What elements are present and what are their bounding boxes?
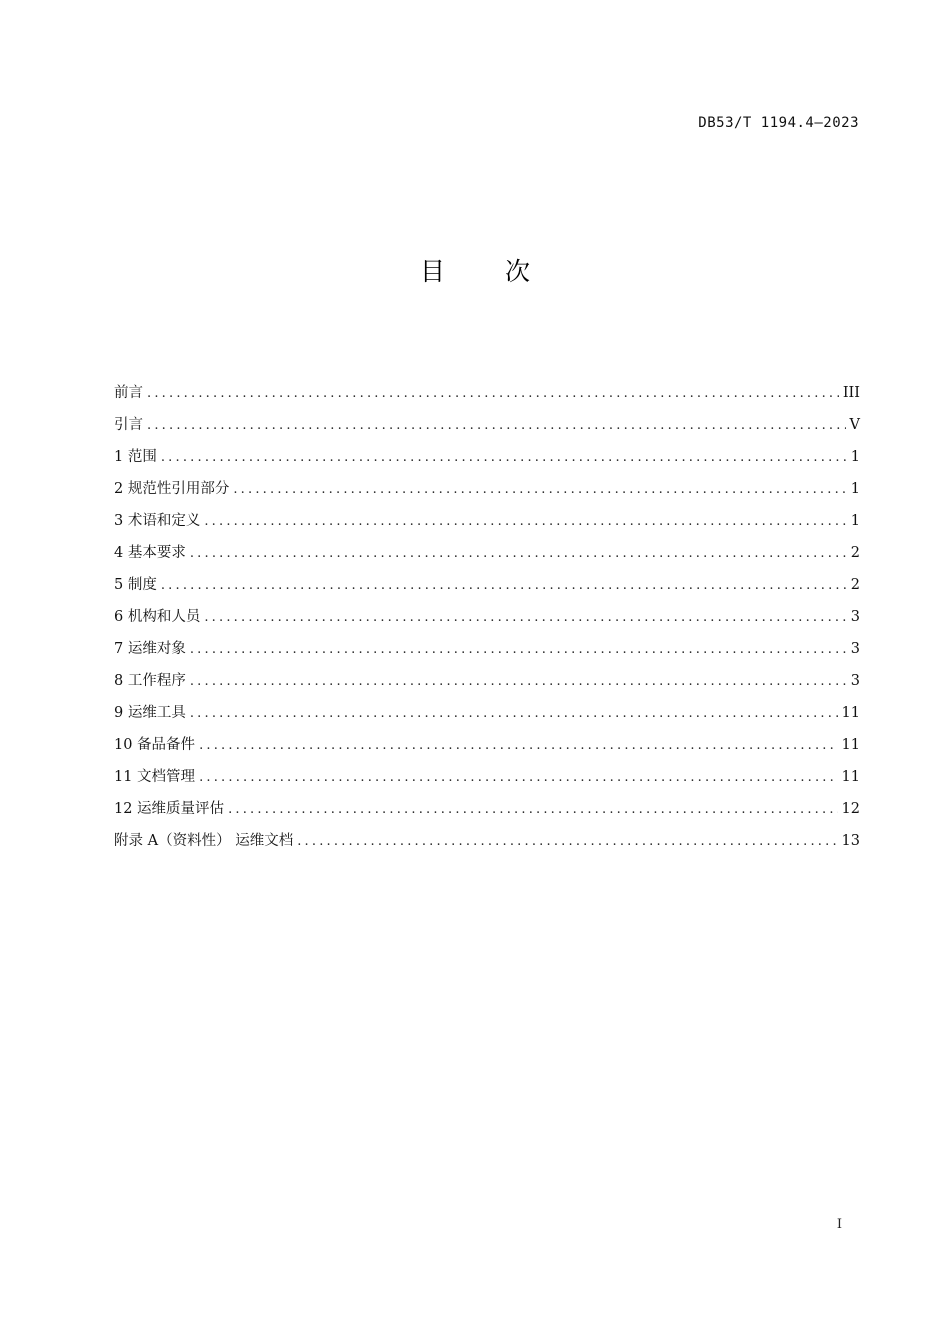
toc-item-label: 引言 — [114, 417, 143, 433]
toc-item[interactable] — [114, 825, 860, 857]
toc-item[interactable] — [114, 601, 860, 633]
toc-item-label: 前言 — [114, 385, 143, 401]
page-number: I — [836, 1217, 842, 1232]
toc-leader-dots — [228, 794, 837, 826]
toc-item-page: 12 — [841, 801, 860, 817]
toc-item[interactable] — [114, 377, 860, 409]
toc-item-page: 3 — [850, 673, 860, 689]
toc-item-label: 4 基本要求 — [114, 545, 186, 561]
toc-item-label: 11 文档管理 — [114, 769, 196, 785]
toc-item[interactable] — [114, 409, 860, 441]
toc-leader-dots — [204, 506, 846, 538]
toc-item[interactable] — [114, 697, 860, 729]
toc-item[interactable] — [114, 665, 860, 697]
toc-item-page: 11 — [841, 705, 860, 721]
toc-item-label: 附录 A（资料性） 运维文档 — [114, 833, 294, 849]
toc-item[interactable] — [114, 569, 860, 601]
toc-leader-dots — [161, 442, 847, 474]
toc-item[interactable] — [114, 761, 860, 793]
toc-item[interactable] — [114, 473, 860, 505]
toc-leader-dots — [190, 538, 847, 570]
toc-leader-dots — [297, 826, 837, 858]
toc-item[interactable] — [114, 633, 860, 665]
toc-item-page: 2 — [850, 545, 860, 561]
toc-item[interactable] — [114, 793, 860, 825]
page-title: 目 次 — [420, 257, 556, 286]
toc-leader-dots — [233, 474, 846, 506]
toc-leader-dots — [147, 378, 839, 410]
document-code: DB53/T 1194.4—2023 — [698, 115, 859, 131]
toc-item-label: 2 规范性引用部分 — [114, 481, 230, 497]
toc-item[interactable] — [114, 729, 860, 761]
toc-leader-dots — [199, 762, 837, 794]
toc-leader-dots — [161, 570, 847, 602]
toc-item[interactable] — [114, 537, 860, 569]
toc-item-page: 2 — [850, 577, 860, 593]
toc-item-label: 6 机构和人员 — [114, 609, 201, 625]
toc-item-label: 10 备品备件 — [114, 737, 196, 753]
toc-item-page: V — [849, 417, 860, 433]
toc-item-page: 3 — [850, 641, 860, 657]
toc-leader-dots — [147, 410, 846, 442]
toc-item-label: 9 运维工具 — [114, 705, 186, 721]
toc-item-page: 11 — [841, 769, 860, 785]
toc-item-page: 13 — [841, 833, 860, 849]
toc-item-page: 1 — [850, 481, 860, 497]
toc-item-label: 12 运维质量评估 — [114, 801, 225, 817]
toc-item-label: 8 工作程序 — [114, 673, 186, 689]
toc-item[interactable] — [114, 505, 860, 537]
toc-item-page: 11 — [841, 737, 860, 753]
toc-leader-dots — [190, 634, 847, 666]
toc-leader-dots — [204, 602, 846, 634]
toc-leader-dots — [190, 666, 847, 698]
toc-leader-dots — [199, 730, 837, 762]
toc-item-page: III — [842, 385, 860, 401]
toc-item-label: 7 运维对象 — [114, 641, 186, 657]
toc-item-label: 1 范围 — [114, 449, 157, 465]
toc-item[interactable] — [114, 441, 860, 473]
toc-leader-dots — [190, 698, 838, 730]
table-of-contents — [114, 377, 860, 857]
toc-item-label: 3 术语和定义 — [114, 513, 201, 529]
toc-item-page: 1 — [850, 449, 860, 465]
toc-item-page: 1 — [850, 513, 860, 529]
toc-item-label: 5 制度 — [114, 577, 157, 593]
toc-item-page: 3 — [850, 609, 860, 625]
